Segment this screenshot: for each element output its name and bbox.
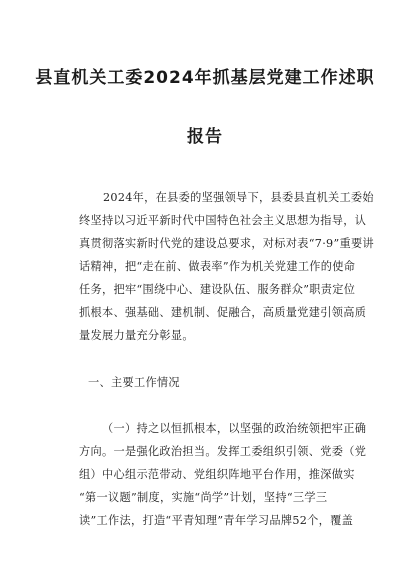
paragraph-line: “第一议题”制度，实施“尚学”计划，坚持“三学三	[79, 491, 328, 504]
paragraph-line: 任务，把牢“围绕中心、建设队伍、服务群众”职责定位	[79, 283, 356, 296]
paragraph-line: 真贯彻落实新时代党的建设总要求，对标对表“7·9”重要讲	[79, 237, 374, 250]
paragraph-line: 组）中心组示范带动、党组织阵地平台作用，推深做实	[79, 468, 355, 481]
paragraph-line: 2024年，在县委的坚强领导下，县委县直机关工委始	[103, 191, 374, 204]
paragraph-line: 方向。一是强化政治担当。发挥工委组织引领、党委（党	[79, 445, 367, 458]
paragraph-line: 读”工作法，打造“平青知理”青年学习品牌52个，覆盖	[79, 514, 354, 527]
paragraph-line: 终坚持以习近平新时代中国特色社会主义思想为指导，认	[79, 214, 367, 227]
paragraph-line: （一）持之以恒抓根本，以坚强的政治统领把牢正确	[102, 422, 367, 435]
paragraph-line: 量发展力量充分彰显。	[79, 329, 194, 342]
document-title: 县直机关工委2024年抓基层党建工作述职	[35, 68, 375, 88]
paragraph-line: 抓根本、强基础、建机制、促融合，高质量党建引领高质	[79, 306, 367, 319]
document-title-continued: 报告	[187, 127, 223, 147]
paragraph-line: 话精神，把“走在前、做表率”作为机关党建工作的使命	[79, 260, 356, 273]
section-heading: 一、主要工作情况	[88, 376, 180, 389]
